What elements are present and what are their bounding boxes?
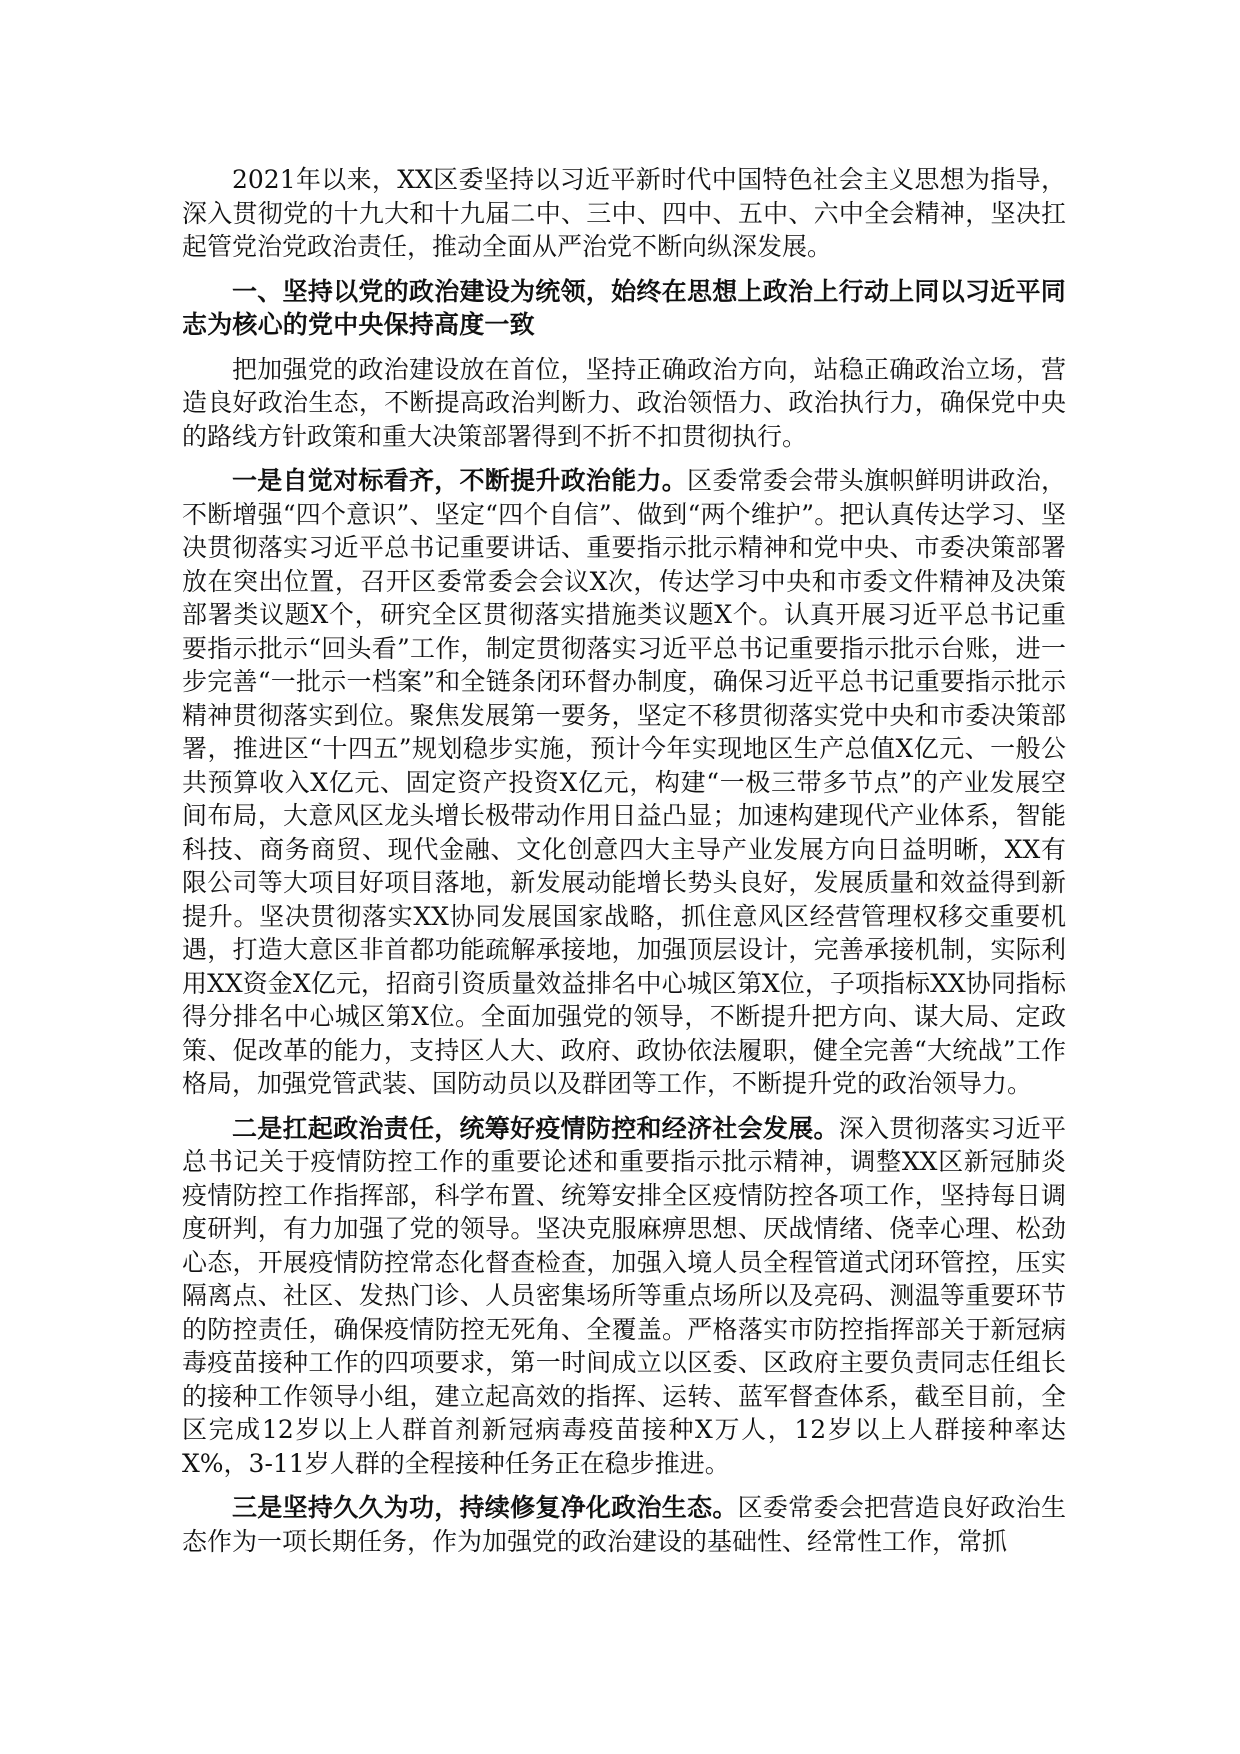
point-two-paragraph	[182, 1112, 1066, 1481]
intro-paragraph: 2021年以来，XX区委坚持以习近平新时代中国特色社会主义思想为指导，深入贯彻党的十九大和十九届二中、三中、四中、五中、六中全会精神，坚决扛起管党治党政治责任，推动全面从严治党不断向纵深发展。	[182, 165, 1066, 261]
point-three-paragraph	[182, 1491, 1066, 1558]
point-one-paragraph	[182, 464, 1066, 1101]
point-two-body: 深入贯彻落实习近平总书记关于疫情防控工作的重要论述和重要指示批示精神，调整XX区新冠肺炎疫情防控工作指挥部，科学布置、统筹安排全区疫情防控各项工作，坚持每日调度研判，有力加强了党的领导。坚决克服麻痹思想、厌战情绪、侥幸心理、松劲心态，开展疫情防控常态化督查检查，加强入境人员全程管道式闭环管控，压实隔离点、社区、发热门诊、人员密集场所等重点场所以及亮码、测温等重要环节的防控责任，确保疫情防控无死角、全覆盖。严格落实市防控指挥部关于新冠病毒疫苗接种工作的四项要求，第一时间成立以区委、区政府主要负责同志任组长的接种工作领导小组，建立起高效的指挥、运转、蓝军督查体系，截至目前，全区完成12岁以上人群首剂新冠病毒疫苗接种X万人，12岁以上人群接种率达X%，3-11岁人群的全程接种任务正在稳步推进。	[182, 1113, 1066, 1478]
point-three-lead: 三是坚持久久为功，持续修复净化政治生态。	[232, 1493, 738, 1522]
point-one-body: 区委常委会带头旗帜鲜明讲政治，不断增强“四个意识”、坚定“四个自信”、做到“两个维护”。把认真传达学习、坚决贯彻落实习近平总书记重要讲话、重要指示批示精神和党中央、市委决策部署放在突出位置，召开区委常委会会议X次，传达学习中央和市委文件精神及决策部署类议题X个，研究全区贯彻落实措施类议题X个。认真开展习近平总书记重要指示批示“回头看”工作，制定贯彻落实习近平总书记重要指示批示台账，进一步完善“一批示一档案”和全链条闭环督办制度，确保习近平总书记重要指示批示精神贯彻落实到位。聚焦发展第一要务，坚定不移贯彻落实党中央和市委决策部署，推进区“十四五”规划稳步实施，预计今年实现地区生产总值X亿元、一般公共预算收入X亿元、固定资产投资X亿元，构建“一极三带多节点”的产业发展空间布局，大意风区龙头增长极带动作用日益凸显；加速构建现代产业体系，智能科技、商务商贸、现代金融、文化创意四大主导产业发展方向日益明晰，XX有限公司等大项目好项目落地，新发展动能增长势头良好，发展质量和效益得到新提升。坚决贯彻落实XX协同发展国家战略，抓住意风区经营管理权移交重要机遇，打造大意区非首都功能疏解承接地，加强顶层设计，完善承接机制，实际利用XX资金X亿元，招商引资质量效益排名中心城区第X位，子项指标XX协同指标得分排名中心城区第X位。全面加强党的领导，不断提升把方向、谋大局、定政策、促改革的能力，支持区人大、政府、政协依法履职，健全完善“大统战”工作格局，加强党管武装、国防动员以及群团等工作，不断提升党的政治领导力。	[182, 466, 1066, 1098]
section-heading: 一、坚持以党的政治建设为统领，始终在思想上政治上行动上同以习近平同志为核心的党中央保持高度一致	[182, 276, 1066, 339]
document-body	[182, 163, 1066, 1569]
point-three-body: 区委常委会把营造良好政治生态作为一项长期任务，作为加强党的政治建设的基础性、经常性工作，常抓	[182, 1493, 1066, 1556]
point-one-lead: 一是自觉对标看齐，不断提升政治能力。	[232, 466, 688, 495]
point-two-lead: 二是扛起政治责任，统筹好疫情防控和经济社会发展。	[232, 1113, 839, 1143]
section-intro-paragraph: 把加强党的政治建设放在首位，坚持正确政治方向，站稳正确政治立场，营造良好政治生态，不断提高政治判断力、政治领悟力、政治执行力，确保党中央的路线方针政策和重大决策部署得到不折不扣贯彻执行。	[182, 354, 1066, 451]
